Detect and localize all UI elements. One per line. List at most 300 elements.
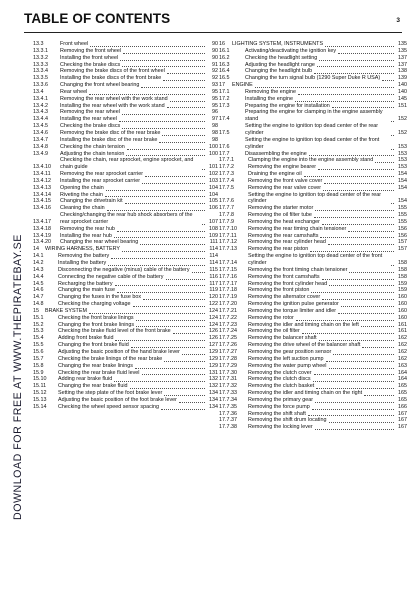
toc-entry[interactable] bbox=[30, 356, 218, 363]
toc-entry[interactable] bbox=[219, 390, 407, 397]
toc-entry-number: 13.4.13 bbox=[33, 184, 51, 191]
toc-entry[interactable] bbox=[30, 55, 218, 62]
toc-entry-body bbox=[58, 376, 218, 383]
toc-entry-page: 98 bbox=[212, 136, 218, 143]
toc-entry-body bbox=[248, 185, 407, 192]
toc-entry-body bbox=[58, 390, 218, 397]
toc-entry-title: Draining the engine oil bbox=[248, 171, 302, 178]
toc-entry[interactable] bbox=[219, 96, 407, 103]
toc-entry[interactable] bbox=[30, 239, 218, 246]
toc-entry-body bbox=[248, 233, 407, 240]
dot-leader bbox=[167, 106, 205, 108]
dot-leader bbox=[391, 120, 394, 122]
toc-entry-title: Checking the wheel speed sensor spacing bbox=[58, 403, 159, 410]
toc-entry[interactable] bbox=[219, 328, 407, 335]
toc-entry[interactable] bbox=[219, 75, 407, 82]
toc-entry-page: 167 bbox=[398, 417, 407, 424]
toc-entry-page: 124 bbox=[209, 321, 218, 328]
toc-entry-body bbox=[58, 322, 218, 329]
dot-leader bbox=[328, 243, 394, 245]
toc-entry[interactable] bbox=[30, 315, 218, 322]
toc-entry[interactable] bbox=[219, 246, 407, 253]
toc-entry[interactable] bbox=[219, 82, 407, 89]
toc-entry-body bbox=[248, 315, 407, 322]
toc-entry[interactable] bbox=[219, 205, 407, 212]
toc-entry-page: 166 bbox=[398, 403, 407, 410]
toc-entry-body bbox=[248, 192, 407, 206]
toc-entry[interactable] bbox=[30, 192, 218, 199]
toc-entry-number: 15.2 bbox=[33, 321, 44, 328]
toc-entry[interactable] bbox=[30, 397, 218, 404]
dot-leader bbox=[140, 243, 205, 245]
toc-entry-number: 17.7.27 bbox=[219, 348, 237, 355]
toc-entry[interactable] bbox=[30, 130, 218, 137]
dot-leader bbox=[136, 325, 205, 327]
toc-entry[interactable] bbox=[30, 48, 218, 55]
toc-entry[interactable] bbox=[30, 342, 218, 349]
dot-leader bbox=[162, 134, 205, 136]
toc-entry[interactable] bbox=[219, 212, 407, 219]
toc-entry-page: 152 bbox=[398, 116, 407, 123]
toc-entry[interactable] bbox=[219, 349, 407, 356]
toc-entry[interactable] bbox=[30, 253, 218, 260]
toc-entry-page: 135 bbox=[398, 41, 407, 47]
toc-entry-number: 15.6 bbox=[33, 348, 44, 355]
toc-entry-page: 104 bbox=[209, 191, 218, 198]
toc-entry-number: 17.7.6 bbox=[219, 198, 234, 205]
toc-entry-body bbox=[58, 370, 218, 377]
toc-entry-body bbox=[248, 253, 407, 267]
toc-entry[interactable] bbox=[219, 267, 407, 274]
toc-entry-title: Removing the left suction pump bbox=[248, 355, 324, 362]
dot-leader bbox=[313, 380, 394, 382]
toc-entry-page: 154 bbox=[398, 171, 407, 178]
toc-entry-body bbox=[245, 151, 407, 158]
toc-entry-body bbox=[60, 75, 218, 82]
toc-entry-title: Removing the rear wheel with the work stand bbox=[60, 95, 168, 102]
toc-entry-page: 162 bbox=[398, 355, 407, 362]
toc-entry[interactable] bbox=[219, 383, 407, 390]
toc-entry-title: Connecting the negative cable of the battery bbox=[58, 273, 164, 280]
toc-entry[interactable] bbox=[30, 301, 218, 308]
toc-entry-title: BRAKE SYSTEM bbox=[45, 307, 87, 314]
dot-leader bbox=[309, 154, 394, 156]
toc-entry-number: 15.8 bbox=[33, 362, 44, 369]
toc-entry[interactable] bbox=[219, 294, 407, 301]
toc-entry[interactable] bbox=[30, 103, 218, 110]
dot-leader bbox=[163, 79, 205, 81]
dot-leader bbox=[391, 134, 394, 136]
dot-leader bbox=[106, 189, 205, 191]
toc-entry-page: 153 bbox=[398, 150, 407, 157]
toc-entry[interactable] bbox=[30, 96, 218, 103]
toc-entry-title: Rear wheel bbox=[60, 88, 88, 95]
toc-entry-body bbox=[248, 246, 407, 253]
toc-entry-number: 13.4.8 bbox=[33, 143, 48, 150]
toc-entry[interactable] bbox=[30, 68, 218, 75]
toc-entry-number: 17.7.31 bbox=[219, 376, 237, 383]
toc-entry-body bbox=[60, 96, 218, 103]
toc-entry-page: 96 bbox=[212, 109, 218, 116]
toc-entry[interactable] bbox=[30, 281, 218, 288]
toc-entry-page: 95 bbox=[212, 102, 218, 109]
toc-entry-number: 17.7.14 bbox=[219, 260, 237, 266]
toc-entry[interactable] bbox=[30, 75, 218, 82]
dot-leader bbox=[315, 428, 394, 430]
toc-entry[interactable] bbox=[30, 157, 218, 171]
toc-entry[interactable] bbox=[30, 171, 218, 178]
dot-leader bbox=[314, 72, 394, 74]
toc-entry-title: WIRING HARNESS, BATTERY bbox=[45, 246, 120, 253]
toc-entry[interactable] bbox=[30, 198, 218, 205]
dot-leader bbox=[125, 202, 205, 204]
toc-entry[interactable] bbox=[30, 363, 218, 370]
toc-entry[interactable] bbox=[219, 55, 407, 62]
toc-entry-body bbox=[60, 41, 218, 48]
toc-left-column bbox=[30, 41, 218, 411]
toc-entry-page: 92 bbox=[212, 68, 218, 75]
toc-entry-body bbox=[58, 363, 218, 370]
toc-entry[interactable] bbox=[30, 287, 218, 294]
toc-entry-title: Removing the starter motor bbox=[248, 205, 314, 212]
toc-entry-body bbox=[245, 123, 407, 137]
dot-leader bbox=[364, 394, 394, 396]
toc-entry[interactable] bbox=[219, 89, 407, 96]
toc-entry-title: Removing the clutch discs bbox=[248, 376, 311, 383]
toc-entry-body bbox=[248, 226, 407, 233]
toc-entry-body bbox=[245, 68, 407, 75]
toc-entry-body bbox=[60, 62, 218, 69]
toc-entry[interactable] bbox=[30, 82, 218, 89]
toc-entry-body bbox=[248, 219, 407, 226]
toc-entry-body bbox=[248, 205, 407, 212]
toc-entry[interactable] bbox=[219, 233, 407, 240]
toc-entry-number: 13.4 bbox=[33, 88, 44, 95]
toc-entry-page: 153 bbox=[398, 157, 407, 164]
toc-entry-number: 15.10 bbox=[33, 376, 47, 383]
toc-entry-page: 163 bbox=[398, 362, 407, 369]
toc-entry[interactable] bbox=[219, 417, 407, 424]
dot-leader bbox=[130, 387, 205, 389]
toc-entry-body bbox=[60, 192, 218, 199]
toc-entry[interactable] bbox=[30, 233, 218, 240]
dot-leader bbox=[114, 236, 205, 238]
toc-entry-title: Removing the front piston bbox=[248, 287, 310, 294]
toc-entry[interactable] bbox=[219, 109, 407, 123]
toc-entry[interactable] bbox=[219, 171, 407, 178]
dot-leader bbox=[322, 278, 394, 280]
toc-entry-title: Removing the torque limiter and idler bbox=[248, 307, 337, 314]
toc-entry-body bbox=[245, 62, 407, 69]
toc-entry[interactable] bbox=[30, 137, 218, 144]
toc-entry-page: 155 bbox=[398, 212, 407, 219]
toc-entry[interactable] bbox=[219, 342, 407, 349]
toc-entry-body bbox=[60, 116, 218, 123]
toc-entry[interactable] bbox=[30, 260, 218, 267]
toc-entry[interactable] bbox=[219, 281, 407, 288]
toc-entry-number: 14.3 bbox=[33, 266, 44, 273]
toc-entry[interactable] bbox=[219, 68, 407, 75]
toc-entry-title: Removing the battery bbox=[58, 253, 110, 260]
toc-entry-title: Removing the engine bearer bbox=[248, 164, 317, 171]
toc-entry-number: 17.7.25 bbox=[219, 335, 237, 342]
toc-entry-number: 17.6 bbox=[219, 143, 230, 150]
toc-entry[interactable] bbox=[30, 144, 218, 151]
toc-entry-page: 101 bbox=[209, 164, 218, 171]
dot-leader bbox=[89, 93, 205, 95]
toc-entry[interactable] bbox=[30, 335, 218, 342]
dot-leader bbox=[302, 332, 394, 334]
toc-entry-page: 162 bbox=[398, 335, 407, 342]
toc-entry-number: 17.7.30 bbox=[219, 369, 237, 376]
toc-entry-title: Changing the rear brake fluid bbox=[58, 383, 128, 390]
toc-entry-page: 119 bbox=[209, 287, 218, 294]
dot-leader bbox=[115, 339, 205, 341]
toc-entry-body bbox=[248, 363, 407, 370]
toc-entry-page: 126 bbox=[209, 335, 218, 342]
toc-entry-page: 90 bbox=[212, 41, 218, 47]
toc-entry-number: 17.5 bbox=[219, 129, 230, 136]
toc-entry-number: 17.7.19 bbox=[219, 294, 237, 301]
toc-entry-title: Removing the front camshafts bbox=[248, 273, 320, 280]
dot-leader bbox=[308, 414, 394, 416]
toc-entry-number: 13.4.7 bbox=[33, 136, 48, 143]
toc-entry[interactable] bbox=[30, 322, 218, 329]
toc-entry-number: 17.7.17 bbox=[219, 280, 237, 287]
toc-entry-title: Installing the brake disc of the rear brake bbox=[60, 136, 158, 143]
toc-entry[interactable] bbox=[219, 157, 407, 164]
toc-entry-body bbox=[248, 390, 407, 397]
toc-entry[interactable] bbox=[219, 123, 407, 137]
toc-entry-page: 129 bbox=[209, 362, 218, 369]
toc-entry[interactable] bbox=[219, 308, 407, 315]
toc-entry-page: 97 bbox=[212, 116, 218, 123]
toc-entry-number: 13.4.10 bbox=[33, 164, 51, 171]
dot-leader bbox=[315, 209, 394, 211]
toc-entry[interactable] bbox=[219, 274, 407, 281]
dot-leader bbox=[119, 120, 205, 122]
toc-entry-number: 16.5 bbox=[219, 75, 230, 82]
toc-entry-body bbox=[248, 424, 407, 431]
toc-entry[interactable] bbox=[30, 123, 218, 130]
toc-entry-page: 105 bbox=[209, 198, 218, 205]
dot-leader bbox=[314, 373, 394, 375]
dot-leader bbox=[349, 271, 394, 273]
toc-entry-title: Changing the headlight bulb bbox=[245, 68, 313, 75]
toc-entry[interactable] bbox=[30, 41, 218, 48]
toc-entry-body bbox=[58, 397, 218, 404]
toc-entry-title: Installing the engine bbox=[245, 95, 293, 102]
toc-entry-body bbox=[58, 253, 218, 260]
toc-entry-number: 17.7.34 bbox=[219, 396, 237, 403]
toc-entry-title: Adjusting the chain tension bbox=[60, 150, 125, 157]
toc-entry[interactable] bbox=[219, 315, 407, 322]
toc-entry-page: 90 bbox=[212, 47, 218, 54]
toc-entry-number: 13.3 bbox=[33, 41, 44, 47]
toc-entry-page: 162 bbox=[398, 348, 407, 355]
toc-entry[interactable] bbox=[30, 308, 218, 315]
toc-entry[interactable] bbox=[30, 404, 218, 411]
toc-entry[interactable] bbox=[219, 376, 407, 383]
toc-entry-title: Checking the chain tension bbox=[60, 143, 125, 150]
toc-entry-number: 13.3.6 bbox=[33, 82, 48, 89]
toc-entry-page: 151 bbox=[398, 102, 407, 109]
toc-entry[interactable] bbox=[30, 185, 218, 192]
toc-entry[interactable] bbox=[30, 370, 218, 377]
dot-leader bbox=[329, 367, 394, 369]
toc-entry-number: 15.9 bbox=[33, 369, 44, 376]
toc-entry-page: 127 bbox=[209, 342, 218, 349]
toc-entry[interactable] bbox=[219, 253, 407, 267]
toc-entry-page: 131 bbox=[209, 369, 218, 376]
toc-entry-body bbox=[58, 349, 218, 356]
dot-leader bbox=[391, 264, 394, 266]
toc-entry-title: Installing the rear wheel with the work stand bbox=[60, 102, 165, 109]
toc-entry[interactable] bbox=[219, 219, 407, 226]
toc-entry-title: Removing the brake disc of the rear brake bbox=[60, 129, 161, 136]
toc-entry-title: Removing the water pump wheel bbox=[248, 362, 327, 369]
toc-entry-title: Setting the engine to ignition top dead center of the front cylinder bbox=[248, 253, 383, 266]
toc-entry-page: 165 bbox=[398, 390, 407, 397]
toc-entry-number: 16.3 bbox=[219, 61, 230, 68]
toc-entry[interactable] bbox=[30, 246, 218, 253]
dot-leader bbox=[319, 339, 394, 341]
toc-entry[interactable] bbox=[219, 397, 407, 404]
toc-entry[interactable] bbox=[30, 178, 218, 185]
toc-entry-number: 17.7.29 bbox=[219, 362, 237, 369]
toc-entry[interactable] bbox=[30, 62, 218, 69]
toc-entry[interactable] bbox=[30, 226, 218, 233]
toc-entry-number: 17.7.1 bbox=[219, 157, 234, 164]
toc-entry[interactable] bbox=[30, 274, 218, 281]
dot-leader bbox=[166, 278, 206, 280]
dot-leader bbox=[202, 223, 205, 225]
toc-entry-title: Activating/deactivating the ignition key bbox=[245, 47, 337, 54]
toc-entry[interactable] bbox=[219, 424, 407, 431]
toc-entry-body bbox=[60, 109, 218, 116]
toc-entry[interactable] bbox=[219, 164, 407, 171]
toc-entry-body bbox=[248, 171, 407, 178]
toc-entry-title: Removing the locking lever bbox=[248, 424, 313, 431]
toc-entry-body bbox=[60, 82, 218, 89]
toc-entry-page: 92 bbox=[212, 75, 218, 82]
toc-entry-number: 14.5 bbox=[33, 280, 44, 287]
toc-entry-page: 124 bbox=[209, 307, 218, 314]
dot-leader bbox=[333, 353, 394, 355]
toc-entry[interactable] bbox=[219, 370, 407, 377]
toc-entry[interactable] bbox=[219, 404, 407, 411]
toc-entry-page: 91 bbox=[212, 61, 218, 68]
toc-entry-title: Removing the rear cylinder head bbox=[248, 239, 326, 246]
toc-entry[interactable] bbox=[219, 103, 407, 110]
toc-entry[interactable] bbox=[30, 390, 218, 397]
toc-entry[interactable] bbox=[219, 137, 407, 151]
dot-leader bbox=[325, 45, 394, 47]
dot-leader bbox=[316, 387, 394, 389]
toc-entry[interactable] bbox=[30, 267, 218, 274]
toc-entry-number: 16.4 bbox=[219, 68, 230, 75]
toc-entry[interactable] bbox=[219, 301, 407, 308]
dot-leader bbox=[117, 230, 205, 232]
toc-entry-number: 15 bbox=[33, 307, 39, 314]
toc-entry[interactable] bbox=[30, 349, 218, 356]
dot-leader bbox=[127, 148, 205, 150]
toc-entry-number: 17 bbox=[219, 82, 225, 89]
toc-entry[interactable] bbox=[219, 41, 407, 48]
toc-entry-title: Checking the front brake linings bbox=[58, 314, 134, 321]
toc-entry-number: 13.3.3 bbox=[33, 61, 48, 68]
toc-entry[interactable] bbox=[30, 151, 218, 158]
toc-entry[interactable] bbox=[219, 62, 407, 69]
toc-entry-number: 17.7.36 bbox=[219, 410, 237, 417]
toc-entry-number: 14.4 bbox=[33, 273, 44, 280]
dot-leader bbox=[255, 86, 394, 88]
toc-entry[interactable] bbox=[30, 109, 218, 116]
dot-leader bbox=[304, 175, 394, 177]
toc-entry[interactable] bbox=[219, 287, 407, 294]
toc-entry-title: Removing the front timing chain tensioner bbox=[248, 266, 348, 273]
toc-entry-body bbox=[60, 171, 218, 178]
toc-entry-body bbox=[45, 308, 218, 315]
toc-entry-number: 17.2 bbox=[219, 95, 230, 102]
toc-entry[interactable] bbox=[30, 383, 218, 390]
toc-entry-number: 17.7.24 bbox=[219, 328, 237, 335]
toc-entry[interactable] bbox=[30, 294, 218, 301]
toc-entry[interactable] bbox=[219, 363, 407, 370]
toc-entry[interactable] bbox=[219, 335, 407, 342]
toc-entry-body bbox=[248, 370, 407, 377]
toc-entry-title: Installing the front wheel bbox=[60, 54, 119, 61]
toc-entry[interactable] bbox=[219, 192, 407, 206]
toc-entry-title: Clamping the engine into the engine assembly stand bbox=[248, 157, 374, 164]
toc-entry-title: Installing the rear sprocket carrier bbox=[60, 177, 140, 184]
toc-entry[interactable] bbox=[219, 411, 407, 418]
toc-entry[interactable] bbox=[30, 212, 218, 226]
toc-entry[interactable] bbox=[30, 205, 218, 212]
toc-entry-page: 140 bbox=[398, 88, 407, 95]
toc-entry[interactable] bbox=[219, 226, 407, 233]
toc-entry-number: 15.12 bbox=[33, 390, 47, 397]
toc-entry-page: 108 bbox=[209, 225, 218, 232]
dot-leader bbox=[329, 284, 394, 286]
toc-entry-body bbox=[58, 356, 218, 363]
toc-entry[interactable] bbox=[30, 116, 218, 123]
dot-leader bbox=[179, 401, 205, 403]
toc-entry[interactable] bbox=[30, 376, 218, 383]
toc-entry-page: 167 bbox=[398, 410, 407, 417]
toc-entry[interactable] bbox=[219, 151, 407, 158]
toc-entry[interactable] bbox=[219, 48, 407, 55]
toc-entry[interactable] bbox=[219, 322, 407, 329]
toc-entry-body bbox=[60, 205, 218, 212]
sidebar-watermark bbox=[0, 0, 22, 589]
toc-entry-title: Removing the rear wheel bbox=[60, 109, 120, 116]
toc-entry[interactable] bbox=[30, 328, 218, 335]
toc-entry-body bbox=[248, 294, 407, 301]
toc-entry-number: 17.7.26 bbox=[219, 342, 237, 349]
toc-entry[interactable] bbox=[219, 185, 407, 192]
toc-entry-title: Removing the heat exchanger bbox=[248, 218, 320, 225]
toc-entry[interactable] bbox=[30, 89, 218, 96]
toc-entry-page: 158 bbox=[398, 266, 407, 273]
toc-entry[interactable] bbox=[219, 239, 407, 246]
toc-entry-body bbox=[60, 178, 218, 185]
toc-entry[interactable] bbox=[219, 178, 407, 185]
toc-entry[interactable] bbox=[219, 356, 407, 363]
toc-entry-title: Removing the front cylinder head bbox=[248, 280, 328, 287]
toc-entry-number: 17.7.20 bbox=[219, 301, 237, 308]
toc-entry-page: 129 bbox=[209, 355, 218, 362]
